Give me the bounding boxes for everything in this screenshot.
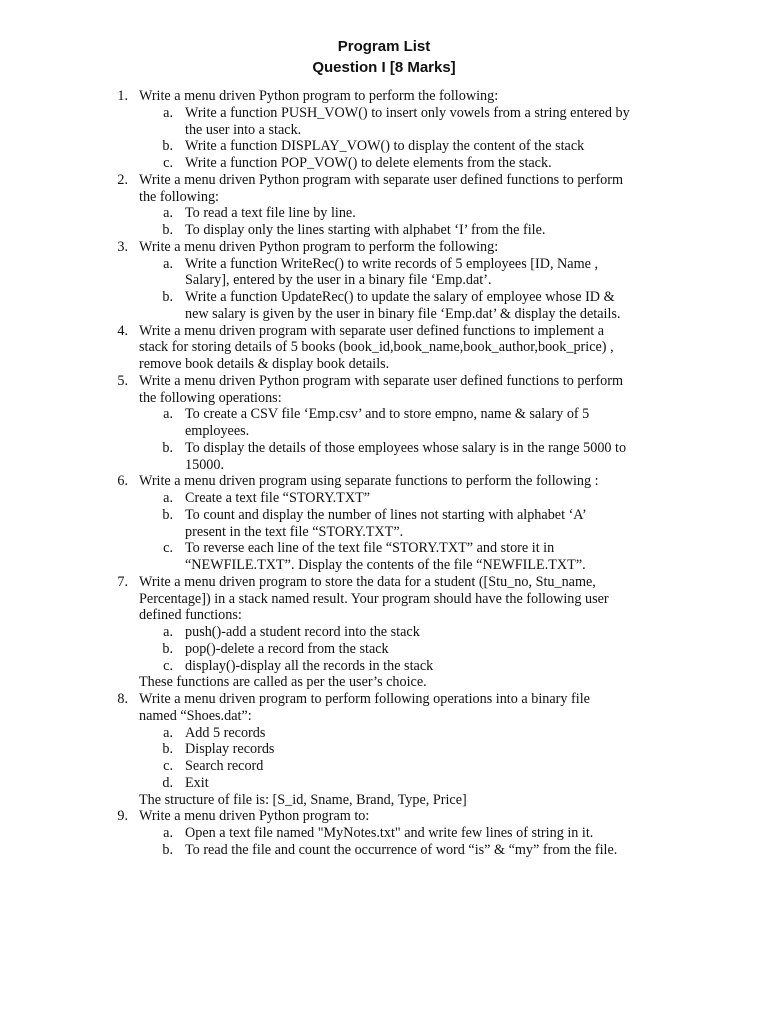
sub-item-text: To create a CSV file ‘Emp.csv’ and to store empno, name & salary of 5	[185, 406, 590, 423]
sub-item	[112, 105, 682, 122]
sub-item	[112, 507, 682, 524]
question-item	[112, 323, 682, 340]
question-number: 8.	[117, 691, 128, 707]
sub-item-letter: b.	[162, 439, 173, 456]
sub-item-continuation	[112, 557, 682, 574]
sub-item-text: Write a function PUSH_VOW() to insert only vowels from a string entered by	[185, 104, 630, 121]
sub-item	[112, 658, 682, 675]
question-text: Write a menu driven Python program with separate user defined functions to perform	[139, 171, 624, 188]
question-number: 2.	[117, 171, 128, 188]
sub-item-letter: a.	[163, 624, 173, 640]
sub-item-letter: a.	[163, 205, 173, 222]
sub-item-text: 15000.	[185, 456, 225, 473]
sub-item-continuation	[112, 524, 682, 541]
sub-item-letter: a.	[163, 255, 173, 272]
sub-item-text: To read a text file line by line.	[185, 205, 356, 222]
sub-item-text: “NEWFILE.TXT”. Display the contents of the file “NEWFILE.TXT”.	[185, 557, 586, 573]
sub-item-text: Salary], entered by the user in a binary file ‘Emp.dat’.	[185, 272, 492, 289]
sub-item	[112, 641, 682, 658]
question-number: 1.	[117, 88, 128, 104]
sub-item	[112, 490, 682, 507]
sub-item	[112, 440, 682, 457]
sub-item-text: push()-add a student record into the stack	[185, 624, 420, 640]
sub-item-letter: b.	[162, 741, 173, 758]
sub-item-text: Open a text file named "MyNotes.txt" and write few lines of string in it.	[185, 825, 594, 841]
sub-item-letter: c.	[163, 540, 173, 557]
sub-item-text: Create a text file “STORY.TXT”	[185, 490, 371, 506]
question-item	[112, 473, 682, 490]
question-continuation	[112, 674, 682, 691]
question-item	[112, 88, 682, 105]
question-continuation	[112, 591, 682, 608]
question-text: These functions are called as per the user’s choice.	[139, 674, 427, 691]
sub-item	[112, 155, 682, 172]
question-text: named “Shoes.dat”:	[139, 707, 252, 724]
sub-item	[112, 725, 682, 742]
sub-item-letter: c.	[163, 758, 173, 774]
sub-item-letter: b.	[162, 640, 173, 657]
sub-item	[112, 624, 682, 641]
question-continuation	[112, 390, 682, 407]
question-number: 9.	[117, 808, 128, 825]
question-text: Write a menu driven program using separate functions to perform the following :	[139, 473, 599, 490]
question-text: Write a menu driven Python program to perform the following:	[139, 88, 499, 104]
sub-item-text: To reverse each line of the text file “STORY.TXT” and store it in	[185, 540, 555, 557]
sub-item	[112, 205, 682, 222]
sub-item-text: Exit	[185, 774, 209, 791]
sub-item-letter: a.	[163, 406, 173, 423]
question-continuation	[112, 356, 682, 373]
sub-item-text: Add 5 records	[185, 724, 266, 741]
sub-item-text: the user into a stack.	[185, 121, 302, 138]
question-text: stack for storing details of 5 books (book_id,book_name,book_author,book_price) ,	[139, 339, 614, 356]
title-block	[0, 36, 768, 78]
sub-item-text: present in the text file “STORY.TXT”.	[185, 523, 404, 540]
question-text: remove book details & display book details.	[139, 356, 390, 372]
question-text: the following operations:	[139, 389, 282, 406]
question-text: Write a menu driven program to perform following operations into a binary file	[139, 691, 590, 707]
question-text: Percentage]) in a stack named result. Your program should have the following user	[139, 590, 609, 607]
sub-item	[112, 540, 682, 557]
sub-item-letter: a.	[163, 490, 173, 506]
sub-item-text: new salary is given by the user in binary file ‘Emp.dat’ & display the details.	[185, 305, 621, 322]
sub-item-letter: b.	[162, 841, 173, 858]
question-item	[112, 691, 682, 708]
sub-item-letter: b.	[162, 506, 173, 523]
sub-item-continuation	[112, 457, 682, 474]
sub-item	[112, 741, 682, 758]
sub-item-text: Write a function WriteRec() to write records of 5 employees [ID, Name ,	[185, 255, 599, 272]
sub-item-text: employees.	[185, 423, 250, 439]
question-text: Write a menu driven program to store the data for a student ([Stu_no, Stu_name,	[139, 573, 596, 590]
question-item	[112, 373, 682, 390]
question-continuation	[112, 708, 682, 725]
question-item	[112, 574, 682, 591]
question-number: 6.	[117, 473, 128, 490]
question-text: Write a menu driven Python program to perform the following:	[139, 238, 499, 255]
sub-item	[112, 222, 682, 239]
sub-item-text: To display the details of those employees whose salary is in the range 5000 to	[185, 439, 627, 456]
question-number: 7.	[117, 573, 128, 590]
sub-item-letter: b.	[162, 138, 173, 155]
question-item	[112, 808, 682, 825]
sub-item-continuation	[112, 272, 682, 289]
question-text: Write a menu driven Python program to:	[139, 808, 370, 825]
sub-item-text: Write a function POP_VOW() to delete elements from the stack.	[185, 155, 552, 171]
question-continuation	[112, 607, 682, 624]
sub-item-text: To count and display the number of lines not starting with alphabet ‘A’	[185, 506, 587, 523]
sub-item-text: Display records	[185, 741, 275, 758]
sub-item-text: To display only the lines starting with alphabet ‘I’ from the file.	[185, 222, 546, 238]
sub-item-letter: a.	[163, 724, 173, 741]
question-text: the following:	[139, 188, 219, 205]
question-number: 3.	[117, 238, 128, 255]
sub-item	[112, 138, 682, 155]
sub-item	[112, 825, 682, 842]
sub-item-text: pop()-delete a record from the stack	[185, 640, 389, 657]
question-item	[112, 172, 682, 189]
question-list	[112, 88, 682, 859]
page-title: Program List	[337, 38, 431, 55]
sub-item-continuation	[112, 423, 682, 440]
sub-item	[112, 256, 682, 273]
sub-item-letter: d.	[162, 774, 173, 791]
question-number: 4.	[117, 322, 128, 339]
sub-item-continuation	[112, 122, 682, 139]
sub-item	[112, 406, 682, 423]
question-continuation	[112, 339, 682, 356]
question-continuation	[112, 792, 682, 809]
sub-item-text: Search record	[185, 758, 264, 774]
sub-item-continuation	[112, 306, 682, 323]
question-continuation	[112, 189, 682, 206]
question-text: Write a menu driven program with separate user defined functions to implement a	[139, 322, 605, 339]
sub-item-text: To read the file and count the occurrence of word “is” & “my” from the file.	[185, 841, 618, 858]
sub-item-letter: a.	[163, 825, 173, 841]
sub-item	[112, 842, 682, 859]
sub-item-letter: b.	[162, 289, 173, 305]
sub-item	[112, 775, 682, 792]
question-text: Write a menu driven Python program with separate user defined functions to perform	[139, 372, 624, 389]
question-item	[112, 239, 682, 256]
question-text: The structure of file is: [S_id, Sname, Brand, Type, Price]	[139, 791, 467, 808]
sub-item-letter: c.	[163, 657, 173, 674]
sub-item-letter: b.	[162, 222, 173, 238]
sub-item-text: Write a function DISPLAY_VOW() to display the content of the stack	[185, 138, 585, 155]
sub-item-letter: a.	[163, 104, 173, 121]
page-subtitle: Question I [8 Marks]	[312, 59, 456, 76]
sub-item	[112, 289, 682, 306]
sub-item-letter: c.	[163, 155, 173, 171]
question-text: defined functions:	[139, 607, 242, 624]
sub-item-text: Write a function UpdateRec() to update the salary of employee whose ID &	[185, 289, 615, 305]
question-number: 5.	[117, 372, 128, 389]
sub-item	[112, 758, 682, 775]
sub-item-text: display()-display all the records in the stack	[185, 657, 434, 674]
